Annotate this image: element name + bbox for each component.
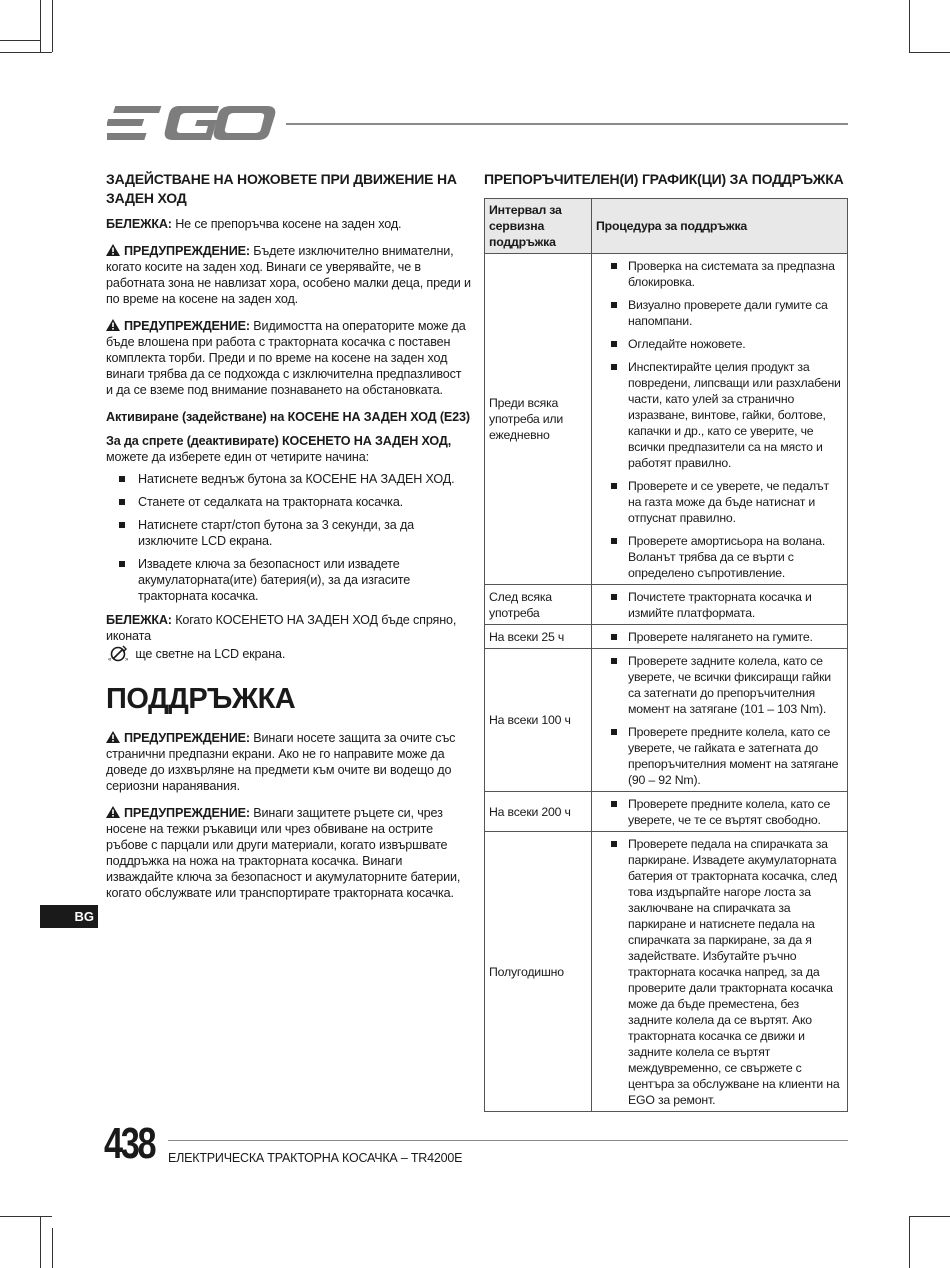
list-item: Проверете предните колела, като се уверете, че те се въртят свободно.	[628, 796, 843, 828]
list-item: Натиснете старт/стоп бутона за 3 секунди, за да изключите LCD екрана.	[138, 517, 471, 549]
column-header-procedure: Процедура за поддръжка	[592, 199, 848, 254]
warning-icon	[106, 806, 120, 818]
page-number: 438	[104, 1119, 155, 1168]
list-item: Проверете и се уверете, че педалът на газта може да бъде натиснат и отпуснат правилно.	[628, 478, 843, 526]
warning-paragraph	[106, 243, 471, 307]
section-heading-schedule: ПРЕПОРЪЧИТЕЛЕН(И) ГРАФИК(ЦИ) ЗА ПОДДРЪЖКА	[484, 171, 844, 187]
warning-paragraph	[106, 730, 471, 794]
left-column	[106, 170, 471, 912]
warning-paragraph	[106, 318, 471, 398]
svg-text:»: »	[125, 657, 129, 662]
language-code: BG	[74, 909, 94, 924]
footer-rule	[168, 1140, 848, 1141]
list-item: Почистете тракторната косачка и измийте платформата.	[628, 589, 843, 621]
table-row	[485, 832, 848, 1112]
procedure-cell	[592, 254, 848, 585]
crop-mark	[52, 1228, 53, 1268]
right-column	[484, 170, 848, 1112]
reverse-mowing-icon	[106, 644, 132, 662]
header-rule	[286, 123, 848, 125]
procedure-cell	[592, 625, 848, 649]
list-item: Визуално проверете дали гумите са напомпани.	[628, 297, 843, 329]
activate-subheading: Активиране (задействане) на КОСЕНЕ НА ЗАДЕН ХОД (E23)	[106, 410, 470, 424]
list-item: Проверете предните колела, като се уверете, че гайката е затегната до препоръчителния момент на затягане (90 – 92 Nm).	[628, 724, 843, 788]
warning-icon	[106, 244, 120, 256]
note-text: Не се препоръчва косене на заден ход.	[171, 217, 402, 231]
table-row	[485, 254, 848, 585]
note-text-2: ще светне на LCD екрана.	[132, 647, 286, 661]
crop-mark	[909, 52, 950, 53]
table-row	[485, 625, 848, 649]
maintenance-schedule-table	[484, 198, 848, 1112]
list-item: Проверете амортисьора на волана. Воланът трябва да се върти с определено съпротивление.	[628, 533, 843, 581]
interval-cell: Преди всяка употреба или ежедневно	[485, 254, 592, 585]
warning-text: Видимостта на операторите може да бъде влошена при работа с тракторната косачка с поставен комплекта торби. Преди и по време на косене на заден ход винаги трябва да се подхожда с изключителна предпазливост и да се вземе под внимание познаването на обстановката.	[106, 319, 466, 397]
crop-mark	[0, 52, 52, 53]
list-item: Проверете педала на спирачката за паркиране. Извадете акумулаторната батерия от тракторната косачка, след това издърпайте нагоре лоста за заключване на спирачката за паркиране и натиснете педала на спирачката за паркиране, за да я задействате. Избутайте ръчно тракторната косачка напред, за да проверите дали тракторната косачка може да бъде преместена, без задните колела да се въртят. Ако тракторната косачка се движи и задните колела се въртят междувременно, се свържете с центъра за обслужване на клиенти на EGO за ремонт.	[628, 836, 843, 1108]
crop-mark	[909, 1216, 910, 1268]
stop-bold-text: За да спрете (деактивирате) КОСЕНЕТО НА ЗАДЕН ХОД,	[106, 434, 452, 448]
warning-icon	[106, 731, 120, 743]
ego-logo	[107, 104, 277, 142]
crop-mark	[40, 0, 41, 52]
warning-label: ПРЕДУПРЕЖДЕНИЕ:	[124, 806, 250, 820]
crop-mark	[909, 1216, 950, 1217]
footer-title: ЕЛЕКТРИЧЕСКА ТРАКТОРНА КОСАЧКА – TR4200E	[168, 1151, 463, 1165]
warning-icon	[106, 319, 120, 331]
list-item: Натиснете веднъж бутона за КОСЕНЕ НА ЗАДЕН ХОД.	[138, 471, 471, 487]
page-title-maintenance: ПОДДРЪЖКА	[106, 683, 296, 715]
list-item: Проверете налягането на гумите.	[628, 629, 843, 645]
list-item: Проверка на системата за предпазна блокировка.	[628, 258, 843, 290]
interval-cell: След всяка употреба	[485, 585, 592, 625]
list-item: Инспектирайте целия продукт за повредени, липсващи или разхлабени части, като улей за странично изразване, винтове, гайки, болтове, капачки и др., като се уверите, че всички предпазители са на място и работят правилно.	[628, 359, 843, 471]
note-label: БЕЛЕЖКА:	[106, 217, 172, 231]
note-label: БЕЛЕЖКА:	[106, 613, 172, 627]
section-heading-reverse-mowing: ЗАДЕЙСТВАНЕ НА НОЖОВЕТЕ ПРИ ДВИЖЕНИЕ НА ЗАДЕН ХОД	[106, 171, 457, 206]
language-tab	[40, 905, 98, 928]
stop-text: можете да изберете един от четирите начина:	[106, 450, 369, 464]
table-row	[485, 792, 848, 832]
procedure-cell	[592, 792, 848, 832]
warning-text: Бъдете изключително внимателни, когато косите на заден ход. Винаги се уверявайте, че в работната зона не навлизат хора, особено малки деца, преди и по време на косене на заден ход.	[106, 244, 471, 306]
list-item: Извадете ключа за безопасност или извадете акумулаторната(ите) батерия(и), за да изгасите тракторната косачка.	[138, 556, 471, 604]
list-item: Проверете задните колела, като се уверете, че всички фиксиращи гайки са затегнати до препоръчителния момент на затягане (101 – 103 Nm).	[628, 653, 843, 717]
note-text: Когато КОСЕНЕТО НА ЗАДЕН ХОД бъде спряно, иконата	[106, 613, 457, 643]
stop-paragraph	[106, 433, 471, 465]
crop-mark	[40, 1216, 41, 1268]
crop-mark	[52, 0, 53, 52]
procedure-cell	[592, 649, 848, 792]
crop-mark	[909, 0, 910, 52]
table-header-row	[485, 199, 848, 254]
warning-label: ПРЕДУПРЕЖДЕНИЕ:	[124, 319, 250, 333]
warning-paragraph	[106, 805, 471, 901]
crop-mark	[0, 1216, 52, 1217]
stop-methods-list	[106, 471, 471, 604]
svg-text:«: «	[108, 657, 112, 662]
interval-cell: На всеки 100 ч	[485, 649, 592, 792]
table-row	[485, 649, 848, 792]
warning-text: Винаги носете защита за очите със странични предпазни екрани. Ако не го направите може да доведе до изхвърляне на предмети към очите ви водещо до сериозни наранявания.	[106, 731, 456, 793]
procedure-cell	[592, 832, 848, 1112]
crop-mark	[0, 40, 40, 41]
note-paragraph	[106, 216, 471, 232]
table-row	[485, 585, 848, 625]
procedure-cell	[592, 585, 848, 625]
interval-cell: На всеки 25 ч	[485, 625, 592, 649]
note-paragraph	[106, 612, 471, 662]
warning-text: Винаги защитете ръцете си, чрез носене на тежки ръкавици или чрез обвиване на острите ръбове с парцали или други материали, когато извършвате поддръжка на ножа на тракторната косачка. Винаги изваждайте ключа за безопасност и акумулаторните батерии, когато обслужвате или транспортирате тракторната косачка.	[106, 806, 461, 900]
interval-cell: На всеки 200 ч	[485, 792, 592, 832]
column-header-interval: Интервал за сервизна поддръжка	[485, 199, 592, 254]
warning-label: ПРЕДУПРЕЖДЕНИЕ:	[124, 244, 250, 258]
list-item: Огледайте ножовете.	[628, 336, 843, 352]
warning-label: ПРЕДУПРЕЖДЕНИЕ:	[124, 731, 250, 745]
list-item: Станете от седалката на тракторната косачка.	[138, 494, 471, 510]
interval-cell: Полугодишно	[485, 832, 592, 1112]
